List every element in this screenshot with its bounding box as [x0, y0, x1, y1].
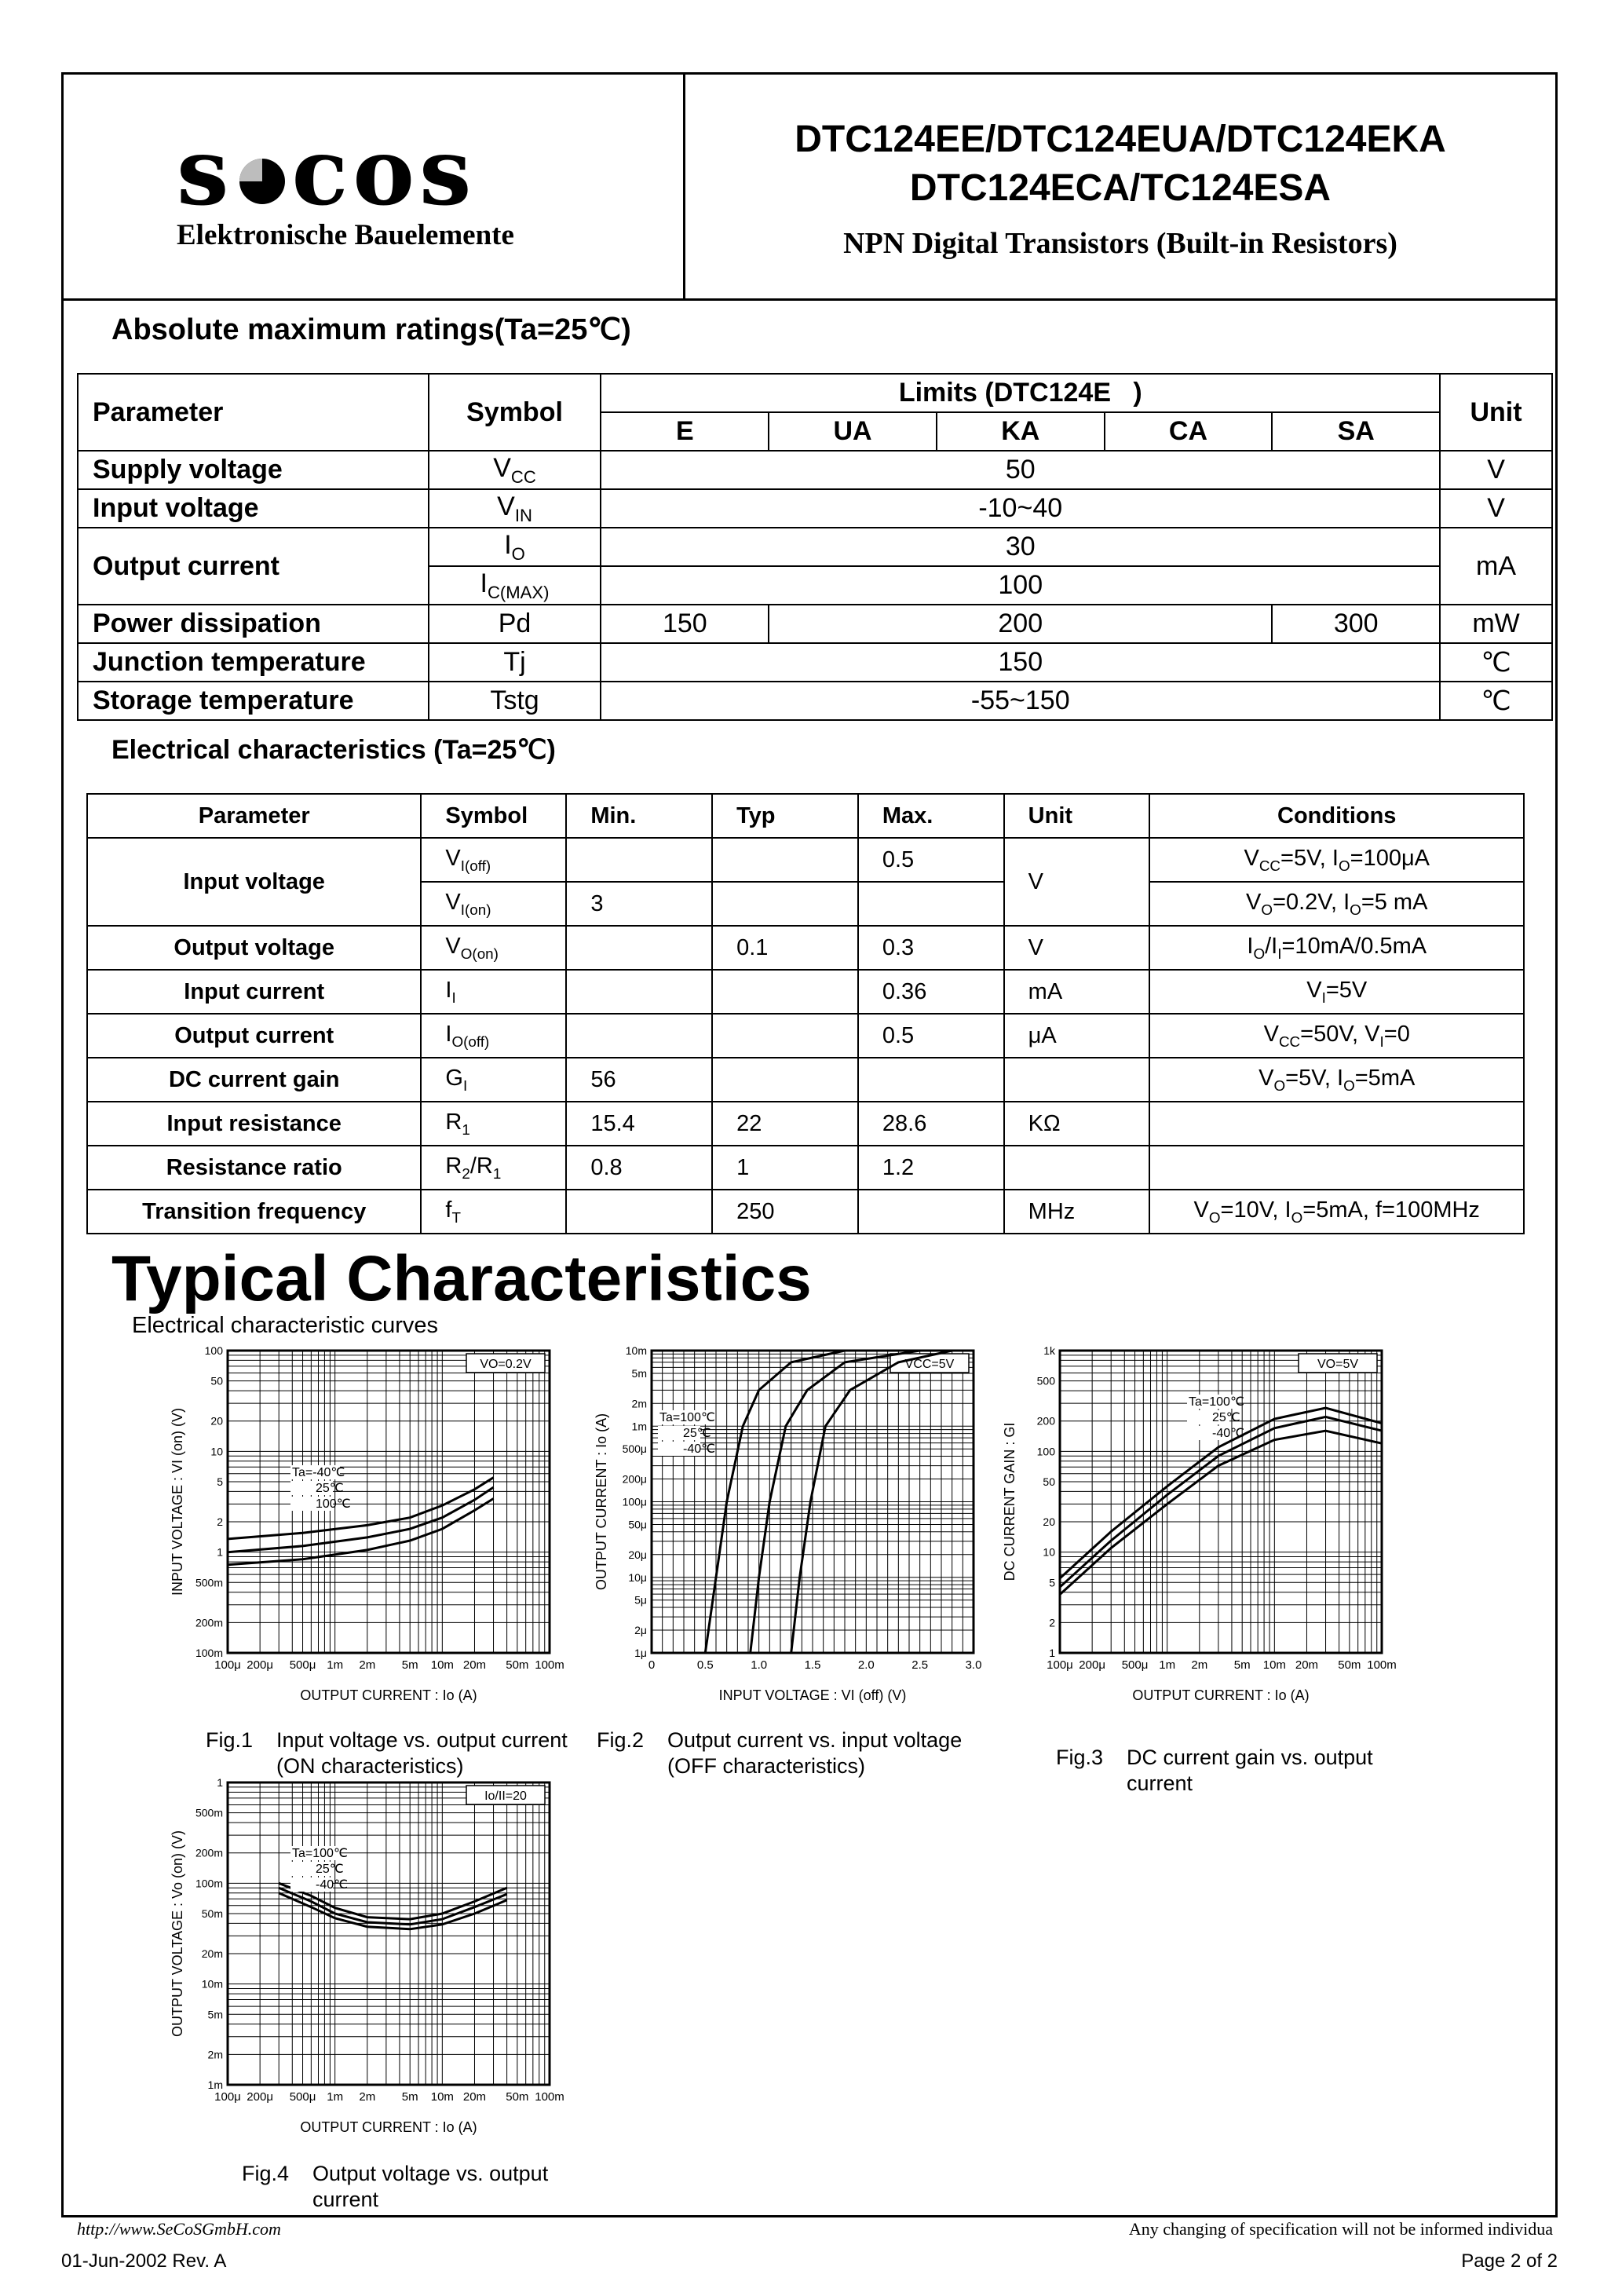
cell-empty — [1149, 1146, 1524, 1190]
table-row — [87, 926, 1524, 970]
symbol-vioff: $V_{I(off)}$ — [421, 838, 566, 882]
x-tick-label: 1.0 — [751, 1658, 768, 1672]
elec-header-param: Parameter — [87, 794, 421, 838]
cond-io: $V_{CC}=50V$, $V_I=0$ — [1149, 1014, 1524, 1058]
value-ii-max: 0.36 — [858, 970, 1004, 1014]
y-tick-label: 1 — [217, 1545, 223, 1559]
series-line — [228, 1487, 494, 1552]
value-io-max: 0.5 — [858, 1014, 1004, 1058]
x-tick-label: 20m — [1295, 1658, 1319, 1672]
x-axis-label: OUTPUT CURRENT : Io (A) — [300, 1687, 477, 1703]
value-junction-temperature: 150 — [601, 643, 1440, 682]
table-row — [87, 970, 1524, 1014]
series-line — [228, 1478, 494, 1539]
x-tick-label: 1m — [327, 2090, 344, 2104]
y-tick-label: 100m — [195, 1647, 223, 1659]
abs-max-table — [77, 373, 1553, 721]
x-axis-label: OUTPUT CURRENT : Io (A) — [300, 2119, 477, 2135]
condition-label: VO=5V — [1317, 1358, 1359, 1371]
x-tick-label: 5m — [1233, 1658, 1251, 1672]
param-input-voltage: Input voltage — [87, 838, 421, 926]
cell-empty — [566, 1014, 712, 1058]
legend-label: Ta=100℃ — [659, 1411, 715, 1424]
plot-frame — [228, 1351, 550, 1653]
cell-empty — [566, 926, 712, 970]
logo-mark — [239, 159, 285, 204]
x-tick-label: 100m — [535, 1658, 564, 1672]
condition-label: VCC=5V — [904, 1358, 955, 1371]
company-name: Elektronische Bauelemente — [177, 219, 514, 251]
x-tick-label: 5m — [401, 1658, 418, 1672]
param-dc-current-gain: DC current gain — [87, 1058, 421, 1102]
param-storage-temperature: Storage temperature — [78, 682, 429, 720]
unit-input-current: mA — [1004, 970, 1150, 1014]
legend-label: Ta=-40℃ — [292, 1466, 345, 1479]
cond-ft: $V_O=10V$, $I_O=5mA$, f=100MHz — [1149, 1190, 1524, 1234]
variant-sa: SA — [1272, 412, 1440, 451]
legend-label: Ta=100℃ — [292, 1847, 348, 1860]
cell-empty — [1004, 1058, 1150, 1102]
y-tick-label: 5m — [207, 2008, 223, 2021]
table-row — [78, 682, 1552, 720]
table-row — [87, 1146, 1524, 1190]
table-row — [87, 1190, 1524, 1234]
legend-label: -40℃ — [683, 1442, 716, 1456]
y-tick-label: 500μ — [622, 1442, 647, 1456]
cell-empty — [712, 838, 858, 882]
param-output-voltage: Output voltage — [87, 926, 421, 970]
chart-fig2 — [581, 1331, 1021, 1724]
symbol-tstg: Tstg — [429, 682, 601, 720]
value-storage-temperature: -55~150 — [601, 682, 1440, 720]
param-input-current: Input current — [87, 970, 421, 1014]
y-tick-label: 1m — [207, 2078, 223, 2091]
value-ft-typ: 250 — [712, 1190, 858, 1234]
unit-output-current: mA — [1440, 528, 1552, 605]
y-tick-label: 100μ — [622, 1495, 647, 1508]
variant-ca: CA — [1105, 412, 1273, 451]
y-tick-label: 1μ — [634, 1647, 647, 1659]
typical-subheading: Electrical characteristic curves — [132, 1313, 438, 1338]
product-subtitle: NPN Digital Transistors (Built-in Resistors) — [843, 227, 1397, 260]
value-rr-max: 1.2 — [858, 1146, 1004, 1190]
fig2-caption: Fig.2 Output current vs. input voltage (OFF characteristics) — [597, 1728, 963, 1778]
param-supply-voltage: Supply voltage — [78, 451, 429, 489]
x-tick-label: 500μ — [289, 2090, 316, 2104]
chart-fig1 — [157, 1331, 597, 1724]
footer-page: Page 2 of 2 — [1461, 2250, 1558, 2272]
value-r1-typ: 22 — [712, 1102, 858, 1146]
x-tick-label: 10m — [1262, 1658, 1286, 1672]
cond-gi: $V_O=5V$, $I_O=5mA$ — [1149, 1058, 1524, 1102]
unit-storage-temperature: ℃ — [1440, 682, 1552, 720]
symbol-vin: $V_{IN}$ — [429, 489, 601, 528]
y-axis-label: OUTPUT CURRENT : Io (A) — [594, 1413, 609, 1591]
y-tick-label: 5 — [1049, 1576, 1055, 1589]
elec-table — [86, 793, 1525, 1234]
legend-label: 25℃ — [316, 1482, 344, 1495]
y-tick-label: 5m — [631, 1366, 647, 1380]
x-tick-label: 0 — [648, 1658, 656, 1672]
y-tick-label: 20μ — [628, 1548, 647, 1561]
y-tick-label: 50 — [1043, 1475, 1055, 1488]
y-axis-label: INPUT VOLTAGE : VI (on) (V) — [170, 1407, 185, 1596]
x-tick-label: 20m — [462, 2090, 487, 2104]
y-tick-label: 1 — [217, 1776, 223, 1789]
footer-notice: Any changing of specification will not be informed individua — [1128, 2219, 1553, 2239]
value-pd-sa: 300 — [1272, 605, 1440, 643]
cell-empty — [712, 970, 858, 1014]
x-tick-label: 200μ — [1079, 1658, 1105, 1672]
x-tick-label: 100m — [1367, 1658, 1397, 1672]
value-vion-min: 3 — [566, 882, 712, 926]
y-tick-label: 5μ — [634, 1593, 647, 1607]
table-row — [87, 838, 1524, 882]
elec-header-min: Min. — [566, 794, 712, 838]
fig3-caption: Fig.3 DC current gain vs. output current — [1056, 1746, 1373, 1795]
part-numbers-line2: DTC124ECA/TC124ESA — [909, 167, 1332, 209]
x-tick-label: 100μ — [214, 1658, 241, 1672]
x-tick-label: 200μ — [247, 1658, 273, 1672]
table-row — [78, 489, 1552, 528]
symbol-vion: $V_{I(on)}$ — [421, 882, 566, 926]
abs-max-heading: Absolute maximum ratings(Ta=25℃) — [111, 313, 631, 346]
x-tick-label: 1m — [1159, 1658, 1176, 1672]
x-tick-label: 50m — [1338, 1658, 1361, 1672]
value-pd-mid: 200 — [769, 605, 1272, 643]
y-tick-label: 50 — [210, 1374, 223, 1387]
footer-url[interactable]: http://www.SeCoSGmbH.com — [77, 2219, 281, 2239]
unit-output-current: μA — [1004, 1014, 1150, 1058]
x-tick-label: 5m — [401, 2090, 418, 2104]
symbol-r1: $R_1$ — [421, 1102, 566, 1146]
typical-heading: Typical Characteristics — [111, 1243, 812, 1314]
y-tick-label: 1 — [1049, 1647, 1055, 1659]
value-vo-max: 0.3 — [858, 926, 1004, 970]
param-power-dissipation: Power dissipation — [78, 605, 429, 643]
table-row — [78, 451, 1552, 489]
unit-junction-temperature: ℃ — [1440, 643, 1552, 682]
elec-header-unit: Unit — [1004, 794, 1150, 838]
y-tick-label: 200m — [195, 1846, 223, 1859]
x-tick-label: 3.0 — [965, 1658, 982, 1672]
fig4-caption: Fig.4 Output voltage vs. output current — [242, 2162, 549, 2211]
x-tick-label: 1m — [327, 1658, 344, 1672]
condition-label: VO=0.2V — [480, 1358, 532, 1371]
cell-empty — [566, 838, 712, 882]
y-tick-label: 10m — [625, 1344, 647, 1357]
y-tick-label: 10μ — [628, 1570, 647, 1584]
y-tick-label: 200 — [1036, 1414, 1055, 1428]
value-gi-min: 56 — [566, 1058, 712, 1102]
x-tick-label: 100μ — [214, 2090, 241, 2104]
x-tick-label: 2.0 — [857, 1658, 875, 1672]
cell-empty — [858, 1058, 1004, 1102]
company-logo: s cos — [177, 117, 477, 226]
condition-label: Io/II=20 — [484, 1790, 527, 1803]
y-tick-label: 2 — [1049, 1616, 1055, 1629]
y-tick-label: 10m — [201, 1977, 223, 1991]
symbol-ii: $I_I$ — [421, 970, 566, 1014]
legend-label: 25℃ — [1212, 1411, 1240, 1424]
legend-label: Ta=100℃ — [1189, 1395, 1244, 1409]
y-axis-label: OUTPUT VOLTAGE : Vo (on) (V) — [170, 1830, 185, 2038]
legend-label: 25℃ — [683, 1427, 711, 1440]
param-output-current: Output current — [87, 1014, 421, 1058]
value-rr-typ: 1 — [712, 1146, 858, 1190]
elec-header-max: Max. — [858, 794, 1004, 838]
table-row — [78, 528, 1552, 566]
x-tick-label: 200μ — [247, 2090, 273, 2104]
value-r1-max: 28.6 — [858, 1102, 1004, 1146]
symbol-gi: $G_I$ — [421, 1058, 566, 1102]
variant-e: E — [601, 412, 769, 451]
value-icmax: 100 — [601, 566, 1440, 605]
param-input-voltage: Input voltage — [78, 489, 429, 528]
chart-fig3 — [989, 1331, 1429, 1724]
x-tick-label: 2.5 — [911, 1658, 929, 1672]
value-pd-e: 150 — [601, 605, 769, 643]
cell-empty — [1149, 1102, 1524, 1146]
param-output-current: Output current — [78, 528, 429, 605]
value-vioff-max: 0.5 — [858, 838, 1004, 882]
symbol-iooff: $I_{O(off)}$ — [421, 1014, 566, 1058]
value-supply-voltage: 50 — [601, 451, 1440, 489]
value-input-voltage: -10~40 — [601, 489, 1440, 528]
abs-max-unit-header: Unit — [1440, 374, 1552, 451]
cell-empty — [1004, 1146, 1150, 1190]
y-axis-label: DC CURRENT GAIN : GI — [1002, 1422, 1017, 1581]
cell-empty — [858, 882, 1004, 926]
symbol-icmax: $I_{C(MAX)}$ — [429, 566, 601, 605]
value-r1-min: 15.4 — [566, 1102, 712, 1146]
x-tick-label: 500μ — [1121, 1658, 1149, 1672]
value-rr-min: 0.8 — [566, 1146, 712, 1190]
footer-date: 01-Jun-2002 Rev. A — [61, 2250, 227, 2272]
cell-empty — [858, 1190, 1004, 1234]
x-tick-label: 1.5 — [804, 1658, 821, 1672]
table-row — [78, 605, 1552, 643]
unit-transition-frequency: MHz — [1004, 1190, 1150, 1234]
fig1-caption: Fig.1 Input voltage vs. output current (ON characteristics) — [206, 1728, 568, 1778]
unit-input-voltage: V — [1004, 838, 1150, 926]
x-tick-label: 10m — [430, 1658, 454, 1672]
y-tick-label: 1k — [1043, 1344, 1055, 1357]
elec-heading: Electrical characteristics (Ta=25℃) — [111, 735, 556, 765]
chart-fig4 — [157, 1763, 597, 2155]
unit-output-voltage: V — [1004, 926, 1150, 970]
y-tick-label: 2m — [631, 1397, 647, 1410]
abs-max-limits-header: Limits (DTC124E ) — [601, 374, 1440, 412]
y-tick-label: 5 — [217, 1475, 223, 1488]
y-tick-label: 2 — [217, 1515, 223, 1529]
x-tick-label: 2m — [1191, 1658, 1208, 1672]
cell-empty — [712, 1014, 858, 1058]
x-tick-label: 0.5 — [696, 1658, 714, 1672]
cond-vioff: $V_{CC}=5V$, $I_O=100\mu A$ — [1149, 838, 1524, 882]
symbol-pd: Pd — [429, 605, 601, 643]
abs-max-symbol-header: Symbol — [429, 374, 601, 451]
elec-header-symbol: Symbol — [421, 794, 566, 838]
symbol-voon: $V_{O(on)}$ — [421, 926, 566, 970]
cell-empty — [712, 882, 858, 926]
unit-supply-voltage: V — [1440, 451, 1552, 489]
x-tick-label: 2m — [359, 2090, 376, 2104]
y-tick-label: 100m — [195, 1877, 223, 1890]
y-tick-label: 50μ — [628, 1518, 647, 1531]
x-tick-label: 10m — [430, 2090, 454, 2104]
table-row — [78, 643, 1552, 682]
symbol-vcc: $V_{CC}$ — [429, 451, 601, 489]
x-tick-label: 50m — [506, 1658, 529, 1672]
y-tick-label: 20m — [201, 1947, 223, 1961]
unit-power-dissipation: mW — [1440, 605, 1552, 643]
header-bottom-rule — [61, 298, 1558, 301]
y-tick-label: 200m — [195, 1616, 223, 1629]
table-row — [87, 1058, 1524, 1102]
y-tick-label: 500m — [195, 1576, 223, 1589]
y-tick-label: 2m — [207, 2048, 223, 2061]
symbol-ft: $f_T$ — [421, 1190, 566, 1234]
legend-label: -40℃ — [1212, 1427, 1245, 1440]
plot-frame — [228, 1782, 550, 2085]
y-tick-label: 50m — [201, 1907, 223, 1920]
cond-vo: $I_O/I_I=10mA/0.5mA$ — [1149, 926, 1524, 970]
symbol-io: $I_O$ — [429, 528, 601, 566]
param-transition-frequency: Transition frequency — [87, 1190, 421, 1234]
unit-input-voltage: V — [1440, 489, 1552, 528]
y-tick-label: 10 — [210, 1445, 223, 1458]
elec-header-conditions: Conditions — [1149, 794, 1524, 838]
y-tick-label: 100 — [1036, 1445, 1055, 1458]
x-tick-label: 500μ — [289, 1658, 316, 1672]
value-vo-typ: 0.1 — [712, 926, 858, 970]
y-tick-label: 20 — [1043, 1515, 1055, 1529]
y-tick-label: 500m — [195, 1806, 223, 1819]
param-input-resistance: Input resistance — [87, 1102, 421, 1146]
symbol-tj: Tj — [429, 643, 601, 682]
y-tick-label: 20 — [210, 1414, 223, 1428]
y-tick-label: 1m — [631, 1420, 647, 1433]
cell-empty — [566, 1190, 712, 1234]
x-axis-label: INPUT VOLTAGE : VI (off) (V) — [718, 1687, 907, 1703]
param-resistance-ratio: Resistance ratio — [87, 1146, 421, 1190]
x-tick-label: 20m — [462, 1658, 487, 1672]
x-tick-label: 100μ — [1047, 1658, 1073, 1672]
legend-label: -40℃ — [316, 1878, 349, 1892]
unit-input-resistance: KΩ — [1004, 1102, 1150, 1146]
y-tick-label: 500 — [1036, 1374, 1055, 1387]
y-tick-label: 100 — [204, 1344, 223, 1357]
variant-ua: UA — [769, 412, 937, 451]
x-tick-label: 100m — [535, 2090, 564, 2104]
legend-label: 25℃ — [316, 1863, 344, 1876]
cell-empty — [566, 970, 712, 1014]
x-tick-label: 2m — [359, 1658, 376, 1672]
part-numbers-line1: DTC124EE/DTC124EUA/DTC124EKA — [795, 119, 1446, 160]
symbol-r2r1: $R_2/R_1$ — [421, 1146, 566, 1190]
cell-empty — [712, 1058, 858, 1102]
cond-vion: $V_O=0.2V$, $I_O=5$ mA — [1149, 882, 1524, 926]
variant-ka: KA — [937, 412, 1105, 451]
table-row — [87, 1102, 1524, 1146]
legend-label: 100℃ — [316, 1497, 351, 1511]
x-tick-label: 50m — [506, 2090, 529, 2104]
series-line — [228, 1499, 494, 1565]
x-axis-label: OUTPUT CURRENT : Io (A) — [1132, 1687, 1310, 1703]
elec-header-typ: Typ — [712, 794, 858, 838]
param-junction-temperature: Junction temperature — [78, 643, 429, 682]
y-tick-label: 200μ — [622, 1472, 647, 1486]
y-tick-label: 2μ — [634, 1624, 647, 1637]
value-output-current: 30 — [601, 528, 1440, 566]
table-row — [87, 1014, 1524, 1058]
cond-ii: $V_I=5V$ — [1149, 970, 1524, 1014]
y-tick-label: 10 — [1043, 1545, 1055, 1559]
abs-max-param-header: Parameter — [78, 374, 429, 451]
